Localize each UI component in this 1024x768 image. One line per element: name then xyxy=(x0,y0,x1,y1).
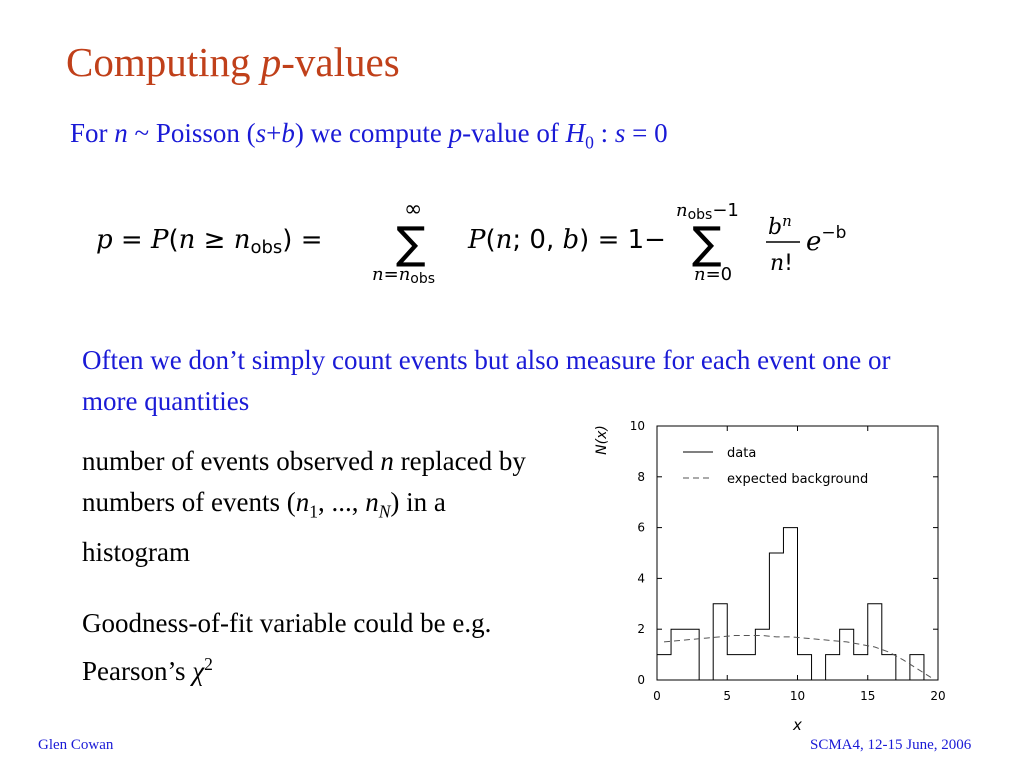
sub-i2: s xyxy=(255,118,267,148)
f-args-mid: ; 0, xyxy=(512,225,563,255)
background-point xyxy=(678,640,679,641)
sub-t3: + xyxy=(266,118,282,148)
x-tick-label: 15 xyxy=(860,689,876,703)
sub-t4: ) we compute xyxy=(294,118,449,148)
f-lower-obs: obs xyxy=(410,271,436,287)
f-frac-b: b xyxy=(768,215,783,240)
legend-data-label: data xyxy=(727,446,757,461)
f-den-n: n xyxy=(770,251,785,276)
sub-t7: = 0 xyxy=(625,118,668,148)
y-axis-label: N(x) xyxy=(594,425,610,455)
f-P: P xyxy=(150,225,169,255)
p2-sup: 2 xyxy=(204,654,213,674)
f-b1: b xyxy=(562,225,580,255)
x-tick-label: 20 xyxy=(930,689,946,703)
background-point xyxy=(930,677,931,678)
p1-s1: 1 xyxy=(309,501,318,522)
footer-author: Glen Cowan xyxy=(38,737,114,753)
f-upper-obs: obs xyxy=(687,207,713,223)
p1-t2: replaced by numbers of events ( xyxy=(82,446,526,517)
f-args-open: ( xyxy=(485,225,496,255)
p1-t3: , ..., xyxy=(317,487,366,517)
background-point xyxy=(748,635,749,636)
histogram-paragraph xyxy=(82,441,552,573)
p1-t1: number of events observed xyxy=(82,446,381,476)
legend-background-label: expected background xyxy=(727,472,869,487)
background-point xyxy=(762,635,763,636)
background-point xyxy=(832,640,833,641)
sub-t6: : xyxy=(593,118,615,148)
f-frac-nexp: n xyxy=(782,212,792,230)
background-point xyxy=(706,638,707,639)
y-tick-label: 4 xyxy=(637,571,645,586)
background-point xyxy=(860,644,861,645)
sub-i6: s xyxy=(614,118,626,148)
p1-i3: n xyxy=(365,487,379,517)
title-text: Computing xyxy=(66,39,261,85)
f-lower2-eq: =0 xyxy=(705,264,733,285)
f-upper-minus: −1 xyxy=(712,200,739,221)
background-point xyxy=(692,639,693,640)
background-point xyxy=(846,641,847,642)
f-lower-n2: n xyxy=(398,264,411,285)
p1-t4: ) in a histogram xyxy=(82,487,446,568)
f-p: p xyxy=(96,225,113,255)
background-point xyxy=(902,659,903,660)
pvalue-formula xyxy=(96,198,856,294)
p2-t1: Goodness-of-fit variable could be e.g. Pearson’s xyxy=(82,608,492,686)
background-point xyxy=(874,646,875,647)
f-close: ) xyxy=(282,225,293,255)
sub-t5: -value of xyxy=(462,118,566,148)
y-tick-label: 10 xyxy=(629,419,645,433)
x-tick-label: 10 xyxy=(789,689,806,703)
f-P2: P xyxy=(468,225,486,255)
histogram-chart xyxy=(590,410,970,736)
p1-s2: N xyxy=(378,501,391,522)
background-point xyxy=(664,641,665,642)
f-exp: −b xyxy=(821,223,847,243)
f-eq2: = xyxy=(292,225,323,255)
x-tick-label: 5 xyxy=(723,689,732,703)
page-title xyxy=(66,38,400,86)
f-upper-n: n xyxy=(676,200,688,221)
svg-text:bn xyxy=(768,212,792,240)
f-n2: n xyxy=(233,225,251,255)
data-histogram xyxy=(657,528,938,680)
background-point xyxy=(720,636,721,637)
background-point xyxy=(916,668,917,669)
f-args-close: ) xyxy=(579,225,590,255)
f-n3: n xyxy=(495,225,513,255)
sub-t2: ~ Poisson ( xyxy=(127,118,256,148)
y-tick-label: 2 xyxy=(637,622,645,637)
footer-event: SCMA4, 12-15 June, 2006 xyxy=(810,737,972,753)
sub-i1: n xyxy=(114,118,128,148)
f-eq1: = xyxy=(112,225,151,255)
f-eq3: = 1− xyxy=(589,225,666,255)
background-point xyxy=(776,636,777,637)
f-n1: n xyxy=(178,225,196,255)
sub-t1: For xyxy=(70,118,115,148)
svg-text:e−b xyxy=(806,223,846,257)
subtitle xyxy=(70,118,668,153)
background-point xyxy=(888,652,889,653)
p1-i2: n xyxy=(295,487,310,517)
f-lower-eq: = xyxy=(383,264,399,285)
sub-i3: b xyxy=(281,118,295,148)
title-italic-p: p xyxy=(260,39,282,85)
f-open: ( xyxy=(168,225,179,255)
x-tick-label: 0 xyxy=(653,689,661,703)
background-point xyxy=(804,638,805,639)
sub-sub0: 0 xyxy=(585,132,594,153)
background-point xyxy=(818,639,819,640)
f-sigma1: ∑ xyxy=(396,218,426,269)
f-den-fact: ! xyxy=(784,251,793,276)
f-e: e xyxy=(806,227,822,257)
background-point xyxy=(734,635,735,636)
f-geq: ≥ xyxy=(195,225,234,255)
y-tick-label: 8 xyxy=(637,469,645,484)
f-sigma2: ∑ xyxy=(692,218,722,269)
svg-text:P(n; 0, b) = 1− xyxy=(467,225,666,255)
y-tick-label: 0 xyxy=(637,673,645,687)
p2-chi: χ xyxy=(192,656,205,686)
goodness-of-fit-paragraph xyxy=(82,603,552,692)
title-rest: -values xyxy=(281,39,400,85)
background-point xyxy=(790,636,791,637)
f-lower2-n: n xyxy=(694,264,706,285)
f-infinity: ∞ xyxy=(404,198,423,222)
p1-i1: n xyxy=(380,446,394,476)
intro-paragraph: Often we don’t simply count events but also measure for each event one or more quantities xyxy=(82,345,891,416)
y-tick-label: 6 xyxy=(637,520,645,535)
sub-i5: H xyxy=(565,118,586,148)
svg-text:n=0 xyxy=(694,264,732,285)
svg-text:n! xyxy=(770,251,793,276)
f-lower-n: n xyxy=(372,264,384,285)
f-obs: obs xyxy=(250,237,283,258)
x-axis-label: x xyxy=(793,716,802,734)
sub-i4: p xyxy=(448,118,463,148)
svg-text:p = P(n ≥ nobs) = xyxy=(96,225,323,258)
